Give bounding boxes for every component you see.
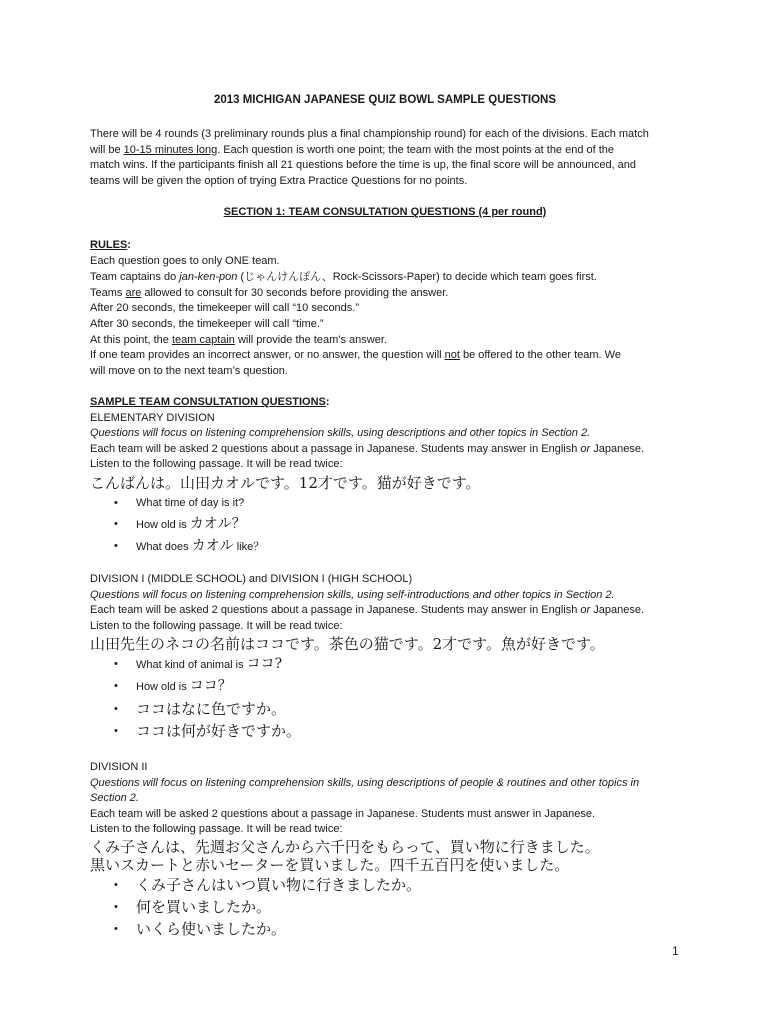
rules-section [90,238,690,379]
list-item: • How old is ココ？ [114,678,232,695]
listen-text: Listen to the following passage. It will be read twice: [90,823,343,836]
intro-line: will be 10-15 minutes long. Each question is worth one point; the team with the most points at the end of the [90,143,615,156]
focus-text: Section 2. [90,792,139,805]
document-title: 2013 MICHIGAN JAPANESE QUIZ BOWL SAMPLE QUESTIONS [213,94,557,106]
division2-section [90,760,690,940]
rule-item: Each question goes to only ONE team. [90,254,280,267]
rule-item: Team captains do jan-ken-pon (じゃんけんぽん、Rock-Scissors-Paper) to decide which team goes first. [90,270,597,284]
list-item: • 何を買いましたか。 [114,897,272,916]
list-item: • What time of day is it? [114,496,245,509]
intro-line: teams will be given the option of trying Extra Practice Questions for no points. [90,174,468,187]
sample-heading: SAMPLE TEAM CONSULTATION QUESTIONS: [90,396,330,408]
rules-heading: RULES: [90,239,131,251]
question-list [90,874,690,940]
focus-text: Questions will focus on listening comprehension skills, using descriptions and other topics in Section 2. [90,427,591,440]
rule-item: At this point, the team captain will provide the team’s answer. [90,333,387,346]
intro-line: There will be 4 rounds (3 preliminary rounds plus a final championship round) for each of the divisions. Each match [90,128,649,140]
japanese-passage: 山田先生のネコの名前はココです。茶色の猫です。2才です。魚が好きです。 [90,635,605,654]
page-number: 1 [672,944,679,958]
list-item: • いくら使いましたか。 [114,919,287,938]
focus-text: Questions will focus on listening comprehension skills, using self-introductions and other topics in Section 2. [90,588,615,601]
question-list [90,654,690,698]
listen-text: Listen to the following passage. It will be read twice: [90,619,343,632]
elementary-section [90,395,690,558]
section-heading: SECTION 1: TEAM CONSULTATION QUESTIONS (4 per round) [223,206,547,218]
duration-text: 10-15 minutes long [123,143,218,156]
rule-item: After 30 seconds, the timekeeper will call “time.” [90,317,324,330]
rule-item: Teams are allowed to consult for 30 seconds before providing the answer. [90,286,449,299]
list-item: • What does カオル like？ [114,537,265,554]
list-item: • くみ子さんはいつ買い物に行きましたか。 [114,875,422,894]
list-item: • What kind of animal is ココ? [114,656,283,673]
division-title: ELEMENTARY DIVISION [90,411,215,424]
instructions-text: Each team will be asked 2 questions about a passage in Japanese. Students may answer in English or Japanese. [90,604,645,617]
japanese-passage: くみ子さんは、先週お父さんから六千円をもらって、買い物に行きました。 [90,837,600,856]
question-list [90,698,690,742]
rule-item: will move on to the next team’s question. [90,364,288,377]
listen-text: Listen to the following passage. It will be read twice: [90,458,343,471]
japanese-passage: 黒いスカートと赤いセーターを買いました。四千五百円を使いました。 [90,855,570,874]
focus-text: Questions will focus on listening comprehension skills, using descriptions of people & routines and other topics in [90,776,640,789]
instructions-text: Each team will be asked 2 questions about a passage in Japanese. Students may answer in English or Japanese. [90,442,645,455]
division-title: DIVISION II [90,761,148,773]
question-list [90,493,690,558]
intro-line: match wins. If the participants finish all 21 questions before the time is up, the final score will be announced, and [90,159,637,172]
list-item: • ココはなに色ですか。 [114,700,287,719]
list-item: • How old is カオル？ [114,515,246,532]
japanese-passage: こんばんは。山田カオルです。12才です。猫が好きです。 [90,473,481,492]
division-title: DIVISION I (MIDDLE SCHOOL) and DIVISION I (HIGH SCHOOL) [90,573,413,585]
division1-section [90,572,690,742]
instructions-text: Each team will be asked 2 questions about a passage in Japanese. Students must answer in Japanese. [90,807,596,820]
rule-item: After 20 seconds, the timekeeper will call “10 seconds.” [90,302,360,315]
rule-item: If one team provides an incorrect answer, or no answer, the question will not be offered to the other team. We [90,349,621,362]
list-item: • ココは何が好きですか。 [114,722,302,741]
intro-paragraph [90,127,690,189]
